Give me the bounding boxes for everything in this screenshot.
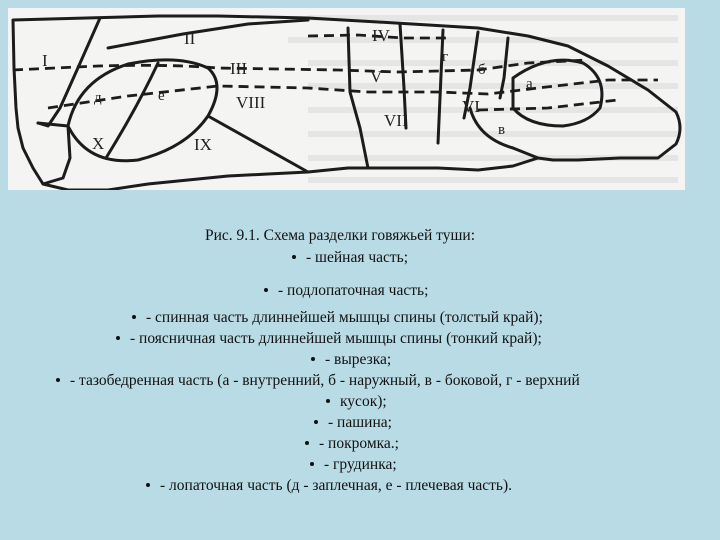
- label-II: II: [184, 29, 196, 48]
- bullet-icon: [132, 315, 136, 319]
- bullet-icon: [146, 483, 150, 487]
- label-d: д: [94, 90, 102, 106]
- caption-item-6: - тазобедренная часть (а - внутренний, б - наружный, в - боковой, г - верхний: [56, 372, 580, 390]
- label-IV: IV: [372, 26, 390, 45]
- label-III: III: [230, 59, 247, 78]
- caption-item-7: - пашина;: [314, 414, 392, 432]
- label-e: е: [158, 88, 165, 104]
- caption-item-3: - спинная часть длиннейшей мышцы спины (толстый край);: [132, 309, 543, 327]
- caption-item-6-cont: кусок);: [326, 393, 387, 411]
- inside-round-outline: [513, 60, 602, 126]
- label-IX: IX: [194, 135, 212, 154]
- label-a: а: [526, 76, 533, 92]
- label-VI: VI: [462, 97, 480, 116]
- brisket-pocket: [38, 123, 70, 184]
- caption-item-1: - шейная часть;: [292, 249, 408, 267]
- chuck-top-seam: [108, 20, 308, 48]
- label-g: г: [442, 49, 449, 65]
- label-X: X: [92, 134, 105, 153]
- label-VIII: VIII: [236, 93, 266, 112]
- caption-title: Рис. 9.1. Схема разделки говяжьей туши:: [205, 227, 476, 244]
- bullet-icon: [56, 378, 60, 382]
- label-I: I: [42, 51, 48, 70]
- caption-item-4: - поясничная часть длиннейшей мышцы спины (тонкий край);: [116, 330, 542, 348]
- label-VII: VII: [384, 111, 408, 130]
- caption-item-2: - подлопаточная часть;: [264, 282, 428, 300]
- bleed-through-text: [288, 18, 678, 180]
- shoulder-split-line: [106, 63, 158, 158]
- bullet-icon: [310, 462, 314, 466]
- bullet-icon: [311, 357, 315, 361]
- caption-item-9: - грудинка;: [310, 456, 397, 474]
- caption-item-5: - вырезка;: [311, 351, 391, 369]
- caption-item-10: - лопаточная часть (д - заплечная, е - плечевая часть).: [146, 477, 512, 495]
- bullet-icon: [116, 336, 120, 340]
- loin-divider-1: [348, 28, 368, 168]
- bullet-icon: [264, 288, 268, 292]
- neck-boundary: [38, 18, 100, 126]
- caption-item-8: - покромка.;: [305, 435, 399, 453]
- label-v: в: [498, 122, 506, 138]
- bullet-icon: [314, 420, 318, 424]
- bullet-icon: [305, 441, 309, 445]
- carcass-diagram: [8, 8, 685, 190]
- carcass-cut-scheme: [8, 8, 685, 190]
- label-b: б: [478, 62, 486, 78]
- label-V: V: [370, 67, 383, 86]
- bullet-icon: [326, 399, 330, 403]
- flank-diagonal: [208, 116, 308, 172]
- bullet-icon: [292, 255, 296, 259]
